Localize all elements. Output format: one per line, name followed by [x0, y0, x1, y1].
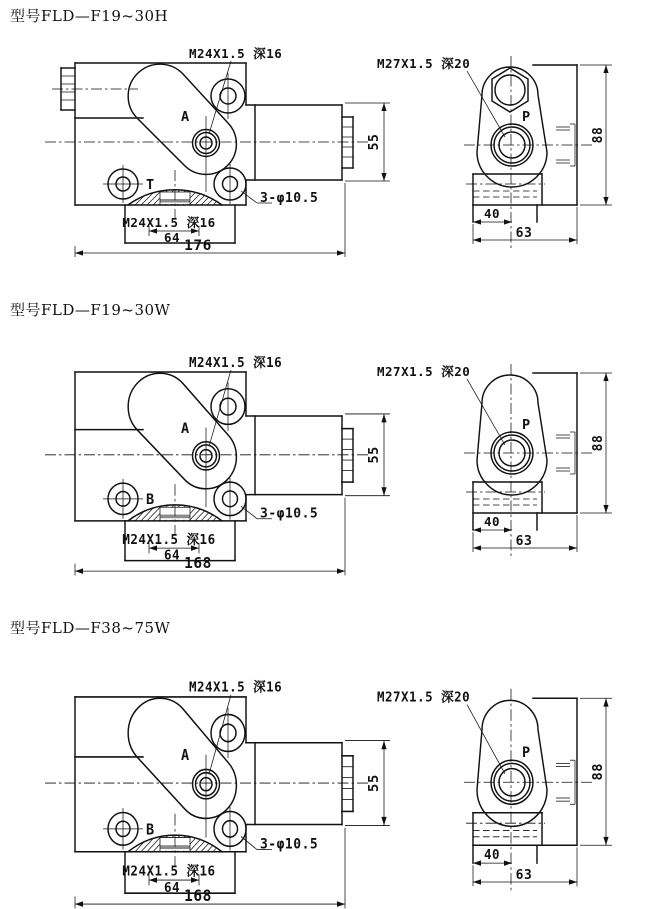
front-bottom-thread-callout: M24X1.5 深16	[122, 532, 216, 548]
side-view	[377, 364, 612, 556]
port-p-label: P	[522, 109, 531, 125]
dim-55: 55	[366, 774, 382, 793]
side-thread-callout: M27X1.5 深20	[377, 56, 471, 71]
dim-88: 88	[591, 763, 606, 781]
section-1-title: 型号FLD—F19~30H	[10, 7, 169, 25]
port-bottom-label: B	[146, 491, 155, 509]
mounting-holes-callout: 3-φ10.5	[260, 506, 319, 522]
dim-88: 88	[591, 126, 606, 144]
dim-55: 55	[367, 133, 382, 151]
side-thread-callout: M27X1.5 深20	[377, 364, 471, 379]
dim-40: 40	[483, 206, 501, 221]
port-bottom-label: T	[146, 177, 155, 193]
port-p-label: P	[522, 744, 531, 762]
side-thread-callout: M27X1.5 深20	[377, 690, 471, 706]
front-top-thread-callout: M24X1.5 深16	[189, 680, 283, 696]
section-3-drawing	[45, 679, 612, 908]
section-2-title: 型号FLD—F19~30W	[10, 301, 171, 319]
dim-total-length: 168	[184, 553, 212, 573]
dim-88: 88	[591, 434, 606, 452]
front-view	[45, 679, 390, 908]
front-bottom-thread-callout: M24X1.5 深16	[122, 864, 216, 880]
port-a-label: A	[181, 747, 190, 765]
port-a-label: A	[181, 420, 190, 437]
front-view	[45, 46, 390, 257]
front-view	[45, 355, 390, 576]
section-2-drawing	[45, 355, 612, 576]
dim-63: 63	[515, 867, 533, 883]
port-a-label: A	[181, 109, 190, 125]
dim-64: 64	[163, 548, 181, 564]
side-view	[377, 689, 612, 891]
port-bottom-label: B	[146, 821, 155, 839]
section-1-drawing	[45, 46, 612, 257]
front-bottom-thread-callout: M24X1.5 深16	[122, 215, 216, 230]
port-p-label: P	[522, 417, 531, 433]
dim-63: 63	[515, 534, 533, 549]
dim-40: 40	[483, 514, 501, 529]
side-view	[377, 56, 612, 248]
dim-64: 64	[163, 880, 181, 897]
dim-40: 40	[483, 847, 501, 863]
front-top-thread-callout: M24X1.5 深16	[189, 355, 283, 371]
dim-total-length: 168	[184, 886, 212, 905]
mounting-holes-callout: 3-φ10.5	[260, 191, 319, 206]
dim-total-length: 176	[184, 238, 212, 254]
section-3-title: 型号FLD—F38~75W	[10, 619, 171, 637]
dim-55: 55	[367, 446, 382, 464]
dim-64: 64	[163, 230, 181, 245]
front-top-thread-callout: M24X1.5 深16	[189, 46, 283, 61]
mounting-holes-callout: 3-φ10.5	[260, 835, 319, 853]
dim-63: 63	[515, 226, 533, 241]
